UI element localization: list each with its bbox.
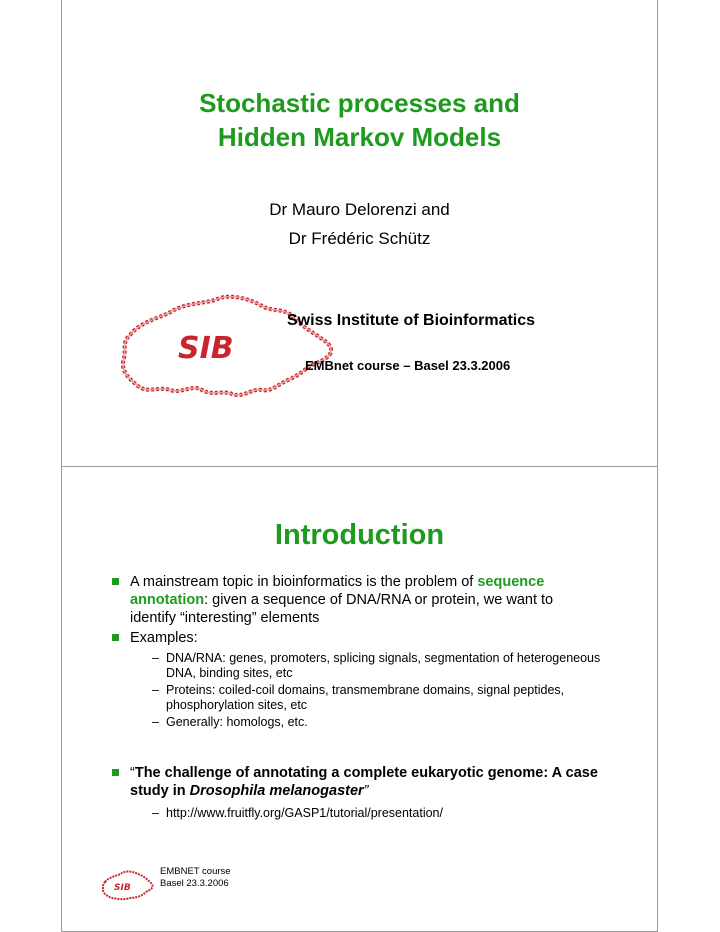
bullet-item (130, 629, 600, 647)
open-quote: “ (130, 765, 135, 781)
slide-title (62, 86, 657, 154)
author-line-1: Dr Mauro Delorenzi and (269, 200, 450, 219)
logo-text: SIB (178, 331, 234, 366)
bullet-item (130, 573, 600, 627)
bullet-text: A mainstream topic in bioinformatics is the problem of (130, 574, 474, 590)
title-slide (61, 0, 658, 467)
bullet-item (130, 764, 600, 800)
title-line-1: Stochastic processes and (199, 88, 520, 118)
reference-url[interactable]: – http://www.fruitfly.org/GASP1/tutorial/presentation/ (152, 806, 616, 821)
sub-bullet-item: – Proteins: coiled-coil domains, transmembrane domains, signal peptides, phosphorylation sites, etc (152, 683, 616, 713)
footer-line-2: Basel 23.3.2006 (160, 878, 229, 889)
author-line-2: Dr Frédéric Schütz (288, 229, 431, 248)
sib-logo (112, 290, 338, 408)
close-quote: ” (363, 783, 369, 799)
institute-name: Swiss Institute of Bioinformatics (287, 312, 536, 329)
bullet-text: Examples: (130, 630, 198, 646)
footer-logo-text: SIB (114, 883, 131, 893)
footer-line-1: EMBNET course (160, 866, 231, 877)
sequence-annotation-term: sequence annotation (130, 574, 545, 608)
sub-bullet-item: – DNA/RNA: genes, promoters, splicing signals, segmentation of heterogeneous DNA, binding sites, etc (152, 651, 616, 681)
sib-logo-small (100, 868, 156, 904)
introduction-slide (61, 466, 658, 932)
course-info: EMBnet course – Basel 23.3.2006 (305, 358, 511, 373)
reference-title: The challenge of annotating a complete eukaryotic genome: A case study in (130, 765, 598, 799)
footer-text (160, 866, 231, 890)
title-line-2: Hidden Markov Models (217, 122, 502, 152)
sub-bullet-item: – Generally: homologs, etc. (152, 715, 616, 730)
bullet-text: : given a sequence of DNA/RNA or protein, we want to identify “interesting” elements (130, 592, 554, 626)
slide-title: Introduction (274, 519, 445, 551)
species-name: Drosophila melanogaster (189, 783, 364, 799)
